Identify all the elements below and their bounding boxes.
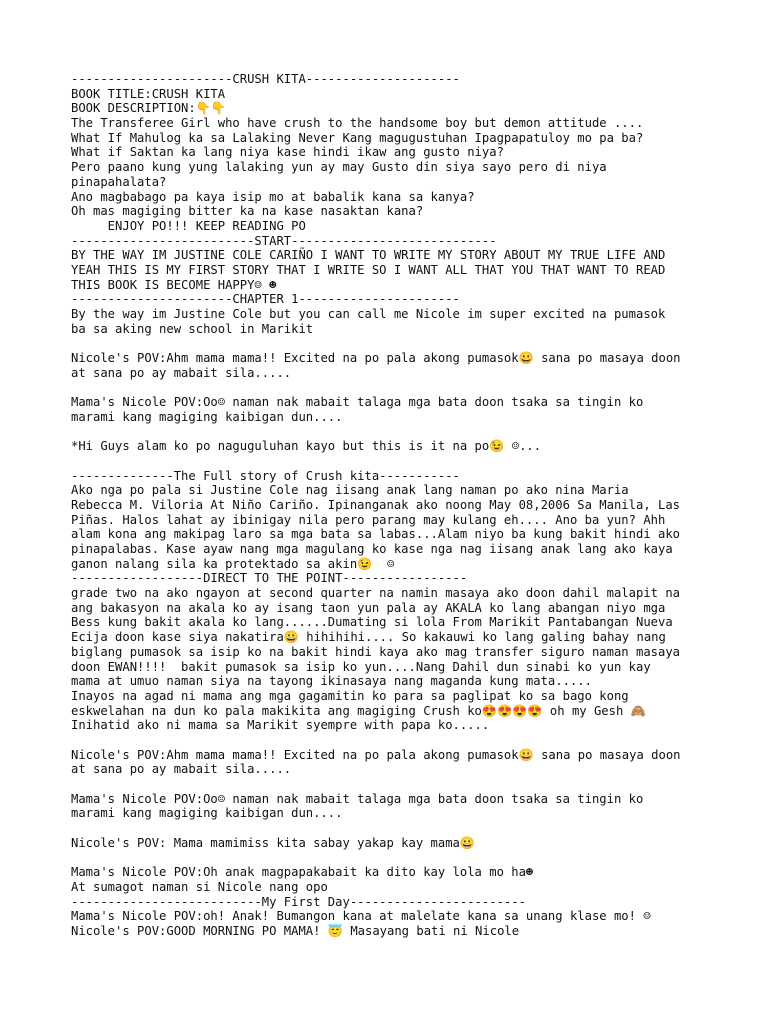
blank-line: [71, 454, 711, 469]
text-line: marami kang magiging kaibigan dun....: [71, 806, 343, 821]
text-line: Pero paano kung yung lalaking yun ay may Gusto din siya sayo pero di niya: [71, 160, 607, 175]
blank-line: [71, 336, 711, 351]
text-line: Mama's Nicole POV:Oh anak magpapakabait ka dito kay lola mo ha☻: [71, 865, 534, 880]
text-line: Oh mas magiging bitter ka na kase nasaktan kana?: [71, 204, 424, 219]
text-line: eskwelahan na dun ko pala makikita ang magiging Crush ko😍😍😍😍 oh my Gesh 🙈: [71, 703, 646, 718]
text-line: Nicole's POV:Ahm mama mama!! Excited na po pala akong pumasok😀 sana po masaya doon: [71, 351, 681, 366]
blank-line: [71, 821, 711, 836]
text-line: biglang pumasok sa isip ko na bakit hindi kaya ako mag transfer siguro naman masaya: [71, 644, 681, 659]
text-line: Mama's Nicole POV:oh! Anak! Bumangon kana at malelate kana sa unang klase mo! ☺: [71, 909, 651, 924]
blank-line: [71, 425, 711, 440]
text-line: *Hi Guys alam ko po naguguluhan kayo but this is it na po😉 ☺...: [71, 439, 542, 454]
text-line: --------------------------My First Day------------------------: [71, 894, 526, 909]
text-line: ----------------------CHAPTER 1----------------------: [71, 292, 460, 307]
text-line: YEAH THIS IS MY FIRST STORY THAT I WRITE SO I WANT ALL THAT YOU THAT WANT TO READ: [71, 262, 666, 277]
text-line: marami kang magiging kaibigan dun....: [71, 409, 343, 424]
text-line: BY THE WAY IM JUSTINE COLE CARIÑO I WANT TO WRITE MY STORY ABOUT MY TRUE LIFE AND: [71, 248, 666, 263]
text-line: Mama's Nicole POV:Oo☺ naman nak mabait talaga mga bata doon tsaka sa tingin ko: [71, 791, 644, 806]
text-line: What if Saktan ka lang niya kase hindi ikaw ang gusto niya?: [71, 145, 504, 160]
text-line: Nicole's POV: Mama mamimiss kita sabay yakap kay mama😀: [71, 835, 476, 850]
text-line: ENJOY PO!!! KEEP READING PO: [71, 218, 306, 233]
text-line: grade two na ako ngayon at second quarter na namin masaya ako doon dahil malapit na: [71, 586, 681, 601]
text-line: THIS BOOK IS BECOME HAPPY☺ ☻: [71, 277, 277, 292]
text-line: --------------The Full story of Crush kita-----------: [71, 468, 460, 483]
text-line: Piñas. Halos lahat ay ibinigay nila pero parang may kulang eh.... Ano ba yun? Ahh: [71, 512, 666, 527]
text-line: ang bakasyon na akala ko ay isang taon yun pala ay AKALA ko lang abangan niyo mga: [71, 600, 666, 615]
text-line: What If Mahulog ka sa Lalaking Never Kang magugustuhan Ipagpapatuloy mo pa ba?: [71, 130, 644, 145]
text-line: Inihatid ako ni mama sa Marikit syempre with papa ko.....: [71, 718, 490, 733]
blank-line: [71, 380, 711, 395]
text-line: ganon nalang sila ka protektado sa akin😉 ☺: [71, 556, 395, 571]
text-line: BOOK DESCRIPTION:👇👇: [71, 101, 227, 116]
document-page: [71, 72, 711, 939]
text-line: Ano magbabago pa kaya isip mo at babalik kana sa kanya?: [71, 189, 475, 204]
text-line: -------------------------START----------------------------: [71, 233, 497, 248]
text-line: Nicole's POV:GOOD MORNING PO MAMA! 😇 Masayang bati ni Nicole: [71, 923, 520, 938]
text-line: Inayos na agad ni mama ang mga gagamitin ko para sa paglipat ko sa bago kong: [71, 688, 629, 703]
text-line: at sana po ay mabait sila.....: [71, 365, 292, 380]
text-line: Rebecca M. Viloria At Niño Cariño. Ipinanganak ako noong May 08,2006 Sa Manila, Las: [71, 497, 681, 512]
text-line: alam kona ang makipag laro sa mga bata sa labas...Alam niyo ba kung bakit hindi ako: [71, 527, 681, 542]
text-line: At sumagot naman si Nicole nang opo: [71, 879, 328, 894]
text-line: pinapalabas. Kase ayaw nang mga magulang ko kase nga nag iisang anak lang ako kaya: [71, 542, 673, 556]
text-line: Nicole's POV:Ahm mama mama!! Excited na po pala akong pumasok😀 sana po masaya doon: [71, 747, 681, 762]
blank-line: [71, 850, 711, 865]
blank-line: [71, 777, 711, 792]
text-line: ----------------------CRUSH KITA---------------------: [71, 72, 460, 86]
blank-line: [71, 733, 711, 748]
text-line: BOOK TITLE:CRUSH KITA: [71, 86, 226, 101]
text-line: mama at umuo naman siya na tayong ikinasaya nang maganda kung mata.....: [71, 674, 592, 689]
text-line: ba sa aking new school in Marikit: [71, 321, 314, 336]
text-line: at sana po ay mabait sila.....: [71, 762, 292, 777]
text-line: Bess kung bakit akala ko lang......Dumating si lola From Marikit Pantabangan Nueva: [71, 615, 673, 630]
text-line: ------------------DIRECT TO THE POINT-----------------: [71, 571, 468, 586]
text-line: Ecija doon kase siya nakatira😀 hihihihi.... So kakauwi ko lang galing bahay nang: [71, 630, 666, 645]
text-line: The Transferee Girl who have crush to the handsome boy but demon attitude ....: [71, 116, 644, 131]
text-line: doon EWAN!!!! bakit pumasok sa isip ko yun....Nang Dahil dun sinabi ko yun kay: [71, 659, 651, 674]
text-line: Ako nga po pala si Justine Cole nag iisang anak lang naman po ako nina Maria: [71, 483, 629, 498]
text-line: By the way im Justine Cole but you can call me Nicole im super excited na pumasok: [71, 307, 666, 321]
text-line: Mama's Nicole POV:Oo☺ naman nak mabait talaga mga bata doon tsaka sa tingin ko: [71, 395, 644, 410]
text-line: pinapahalata?: [71, 174, 167, 189]
